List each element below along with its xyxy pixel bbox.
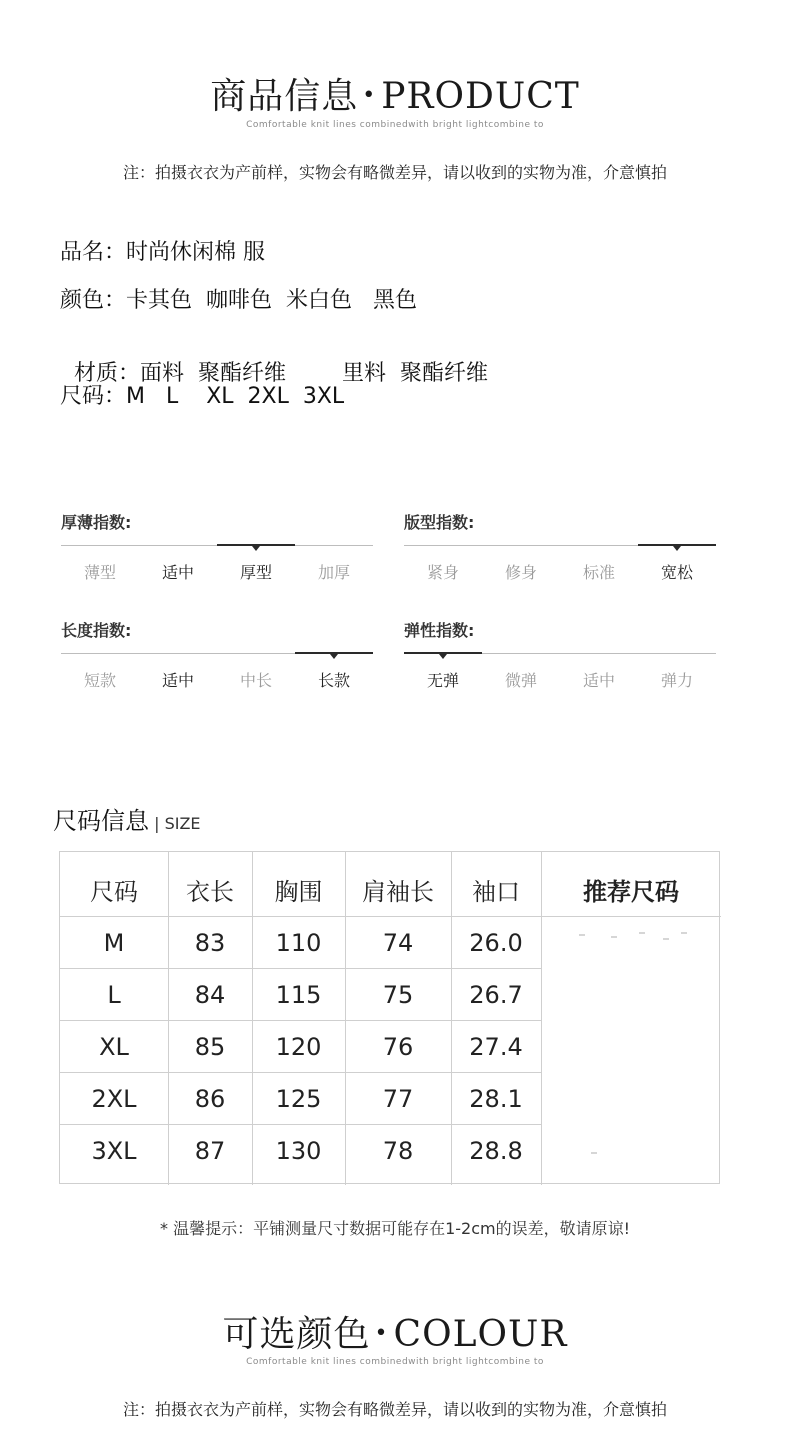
colour-subtitle: Comfortable knit lines combinedwith bright lightcombine to (246, 1357, 544, 1367)
redacted-mark (591, 1152, 597, 1154)
info-material-face: 面料 聚酯纤维 (140, 361, 287, 386)
table-header-cell: 胸围 (274, 878, 323, 906)
table-cell: 74 (382, 929, 414, 957)
table-header-cell: 肩袖长 (362, 878, 434, 906)
table-cell: 115 (275, 981, 322, 1009)
redacted-mark (579, 934, 585, 936)
index-marker-icon (439, 654, 447, 659)
product-title-en: PRODUCT (381, 76, 580, 117)
index-option: 薄型 (83, 563, 116, 582)
table-row (60, 1124, 541, 1176)
table-cell: 27.4 (469, 1033, 523, 1061)
product-title-cn: 商品信息 (210, 76, 359, 117)
size-title-sep: | (149, 814, 165, 833)
table-cell: 120 (275, 1033, 322, 1061)
colour-title-cn: 可选颜色 (222, 1314, 371, 1355)
table-cell: 83 (194, 929, 226, 957)
table-header-cell: 尺码 (90, 878, 138, 906)
measurement-tip: * 温馨提示：平铺测量尺寸数据可能存在1-2cm的误差，敬请原谅! (159, 1219, 631, 1238)
index-option: 适中 (161, 563, 194, 582)
table-cell: 78 (382, 1137, 414, 1165)
size-title-cn: 尺码信息 (53, 807, 149, 835)
table-header-cell: 衣长 (186, 878, 234, 906)
table-cell: 84 (194, 981, 226, 1009)
table-cell: 130 (275, 1137, 322, 1165)
table-cell: 26.7 (469, 981, 523, 1009)
table-row (60, 1020, 541, 1072)
index-option: 中长 (239, 671, 272, 690)
index-option: 紧身 (426, 563, 459, 582)
index-title: 弹性指数: (404, 621, 475, 640)
index-option: 标准 (582, 563, 615, 582)
index-option: 微弹 (504, 671, 537, 690)
table-row (60, 968, 541, 1020)
title-dot: • (374, 1321, 388, 1346)
redacted-mark (663, 938, 669, 940)
table-cell: L (107, 981, 121, 1009)
table-cell: 28.1 (469, 1085, 523, 1113)
index-marker-icon (673, 546, 681, 551)
index-title: 版型指数: (404, 513, 475, 532)
table-cell: 77 (382, 1085, 414, 1113)
table-cell: 26.0 (469, 929, 523, 957)
size-table (59, 851, 720, 1184)
table-cell: 87 (194, 1137, 226, 1165)
index-option: 加厚 (317, 563, 350, 582)
redacted-mark (681, 932, 687, 934)
table-cell: 85 (194, 1033, 226, 1061)
index-option: 厚型 (239, 563, 272, 582)
size-title-en: SIZE (164, 814, 201, 833)
product-section-title (0, 68, 790, 119)
table-cell: 2XL (91, 1085, 137, 1113)
table-cell: 125 (275, 1085, 322, 1113)
index-option: 弹力 (660, 671, 693, 690)
index-option: 修身 (504, 563, 537, 582)
colour-title-en: COLOUR (393, 1314, 568, 1355)
info-material-lining: 里料 聚酯纤维 (342, 361, 489, 386)
index-title: 厚薄指数: (61, 513, 132, 532)
table-cell: 28.8 (469, 1137, 523, 1165)
index-option: 宽松 (660, 563, 693, 582)
colour-note: 注：拍摄衣衣为产前样，实物会有略微差异，请以收到的实物为准，介意慎拍 (122, 1400, 667, 1419)
colour-section-title (0, 1306, 790, 1357)
table-cell: XL (99, 1033, 129, 1061)
index-title: 长度指数: (61, 621, 132, 640)
index-option: 适中 (161, 671, 194, 690)
index-option: 长款 (317, 671, 350, 690)
index-option: 短款 (83, 671, 116, 690)
table-cell: 86 (194, 1085, 226, 1113)
redacted-mark (639, 932, 645, 934)
table-cell: M (103, 929, 125, 957)
product-note: 注：拍摄衣衣为产前样，实物会有略微差异，请以收到的实物为准，介意慎拍 (122, 163, 667, 182)
table-row (60, 916, 541, 968)
table-header-cell: 袖口 (472, 878, 520, 906)
info-colors: 颜色：卡其色 咖啡色 米白色 黑色 (60, 288, 417, 313)
table-header-cell: 推荐尺码 (583, 878, 679, 906)
info-material-label: 材质： (74, 361, 141, 386)
index-marker-icon (252, 546, 260, 551)
index-marker-icon (330, 654, 338, 659)
index-option: 无弹 (426, 671, 459, 690)
info-sizes: 尺码：M L XL 2XL 3XL (60, 384, 345, 409)
table-cell: 110 (275, 929, 322, 957)
redacted-mark (611, 936, 617, 938)
table-cell: 76 (382, 1033, 414, 1061)
table-cell: 75 (382, 981, 414, 1009)
index-option: 适中 (582, 671, 615, 690)
product-subtitle: Comfortable knit lines combinedwith bright lightcombine to (246, 120, 544, 130)
title-dot: • (362, 83, 376, 108)
size-section-title (53, 801, 201, 836)
info-name: 品名：时尚休闲棉 服 (60, 240, 265, 265)
table-row (60, 1072, 541, 1124)
table-cell: 3XL (91, 1137, 137, 1165)
